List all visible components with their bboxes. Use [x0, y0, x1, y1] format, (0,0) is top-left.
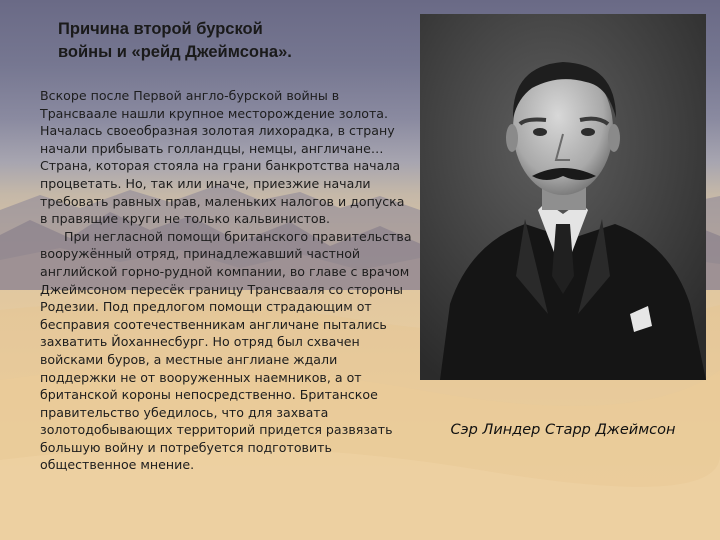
portrait-caption: Сэр Линдер Старр Джеймсон	[450, 422, 676, 438]
slide-title: Причина второй бурской войны и «рейд Джеймсона».	[58, 20, 292, 61]
paragraph-gold-rush: Вскоре после Первой англо-бурской войны в Трансваале нашли крупное месторождение золота. Началась своеобразная золотая лихорадка, в страну начали прибывать голландцы, немцы, англичане… Страна, которая стояла на грани банкротства начала процветать. Но, так или иначе, приезжие начали требовать равных прав, маленьких налогов и допуска в правящие круги не только кальвинистов.	[40, 88, 405, 227]
portrait-photo-icon	[420, 14, 706, 380]
paragraph-jameson-raid: При негласной помощи британского правительства вооружённый отряд, принадлежавший частной английской горно-рудной компании, во главе с врачом Джеймсоном пересёк границу Трансвааля со стороны Родезии. Под предлогом помощи страдающим от бесправия соотечественникам англичане пытались захватить Йоханнесбург. Но отряд был схвачен войсками буров, а местные англиане ждали поддержки не от вооруженных наемников, а от британской короны непосредственно. Британское правительство убедилось, что для захвата золотодобывающих территорий придется развязать большую войну и потребуется подготовить общественное мнение.	[40, 228, 412, 473]
portrait-photo	[420, 14, 706, 380]
body-text	[40, 87, 412, 474]
